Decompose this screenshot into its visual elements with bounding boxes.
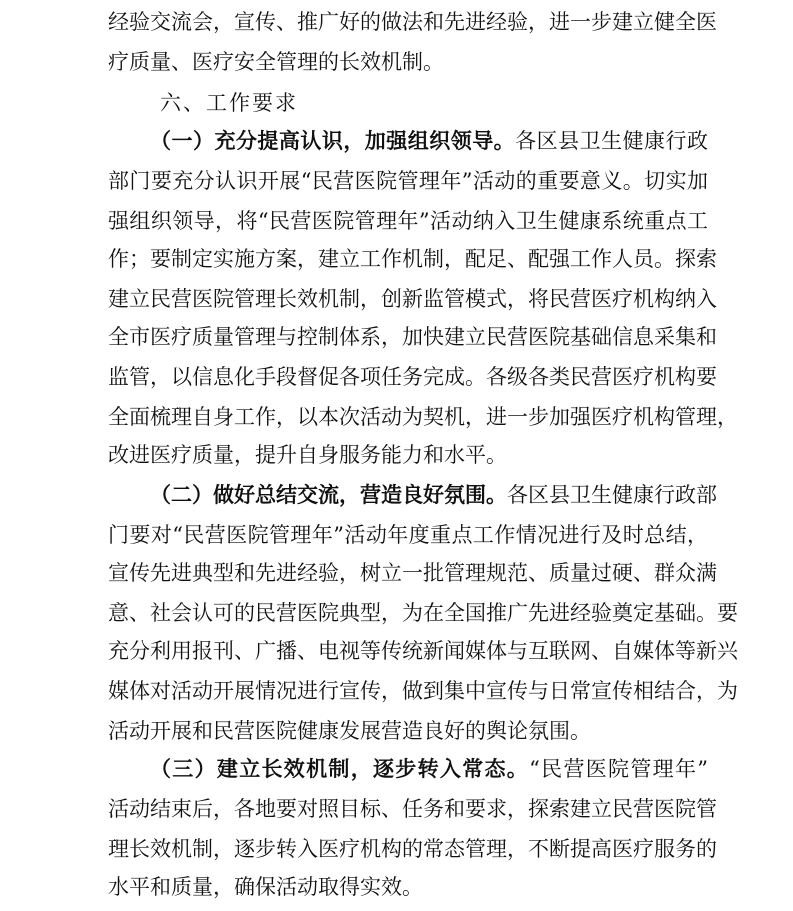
paragraph-line: 监管，以信息化手段督促各项任务完成。各级各类民营医疗机构要	[108, 365, 717, 389]
item1-heading: （一）充分提高认识，加强组织领导。	[150, 129, 516, 153]
paragraph-line: 经验交流会，宣传、推广好的做法和先进经验，进一步建立健全医	[108, 10, 717, 34]
paragraph-line: 理长效机制，逐步转入医疗机构的常态管理，不断提高医疗服务的	[108, 837, 717, 861]
section-heading: 六、工作要求	[160, 91, 298, 115]
item3-first-line	[150, 754, 708, 784]
paragraph-line: 改进医疗质量，提升自身服务能力和水平。	[108, 443, 507, 467]
paragraph-line: 水平和质量，确保活动取得实效。	[108, 875, 423, 899]
paragraph-line: 意、社会认可的民营医院典型，为在全国推广先进经验奠定基础。要	[108, 601, 738, 625]
paragraph-line: 全面梳理自身工作，以本次活动为契机，进一步加强医疗机构管理，	[108, 405, 738, 429]
paragraph-line: 部门要充分认识开展“民营医院管理年”活动的重要意义。切实加	[108, 169, 708, 193]
paragraph-line: 活动开展和民营医院健康发展营造良好的舆论氛围。	[108, 719, 591, 743]
paragraph-line: 全市医疗质量管理与控制体系，加快建立民营医院基础信息采集和	[108, 325, 717, 349]
paragraph-line: 宣传先进典型和先进经验，树立一批管理规范、质量过硬、群众满	[108, 561, 717, 585]
item1-first-rest: 各区县卫生健康行政	[515, 129, 709, 153]
paragraph-line: 作；要制定实施方案，建立工作机制，配足、配强工作人员。探索	[108, 247, 717, 271]
paragraph-line: 建立民营医院管理长效机制，创新监管模式，将民营医疗机构纳入	[108, 287, 717, 311]
item2-first-rest: 各区县卫生健康行政部	[507, 483, 717, 507]
paragraph-line: 充分利用报刊、广播、电视等传统新闻媒体与互联网、自媒体等新兴	[108, 639, 738, 663]
item3-heading: （三）建立长效机制，逐步转入常态。	[150, 757, 530, 781]
item2-heading: （二）做好总结交流，营造良好氛围。	[150, 483, 507, 507]
item3-first-rest: “民营医院管理年”	[529, 757, 708, 781]
paragraph-line: 活动结束后，各地要对照目标、任务和要求，探索建立民营医院管	[108, 797, 717, 821]
item1-first-line	[150, 126, 708, 156]
paragraph-line: 强组织领导，将“民营医院管理年”活动纳入卫生健康系统重点工	[108, 209, 708, 233]
paragraph-line: 门要对“民营医院管理年”活动年度重点工作情况进行及时总结，	[108, 523, 708, 547]
item2-first-line	[150, 480, 717, 510]
paragraph-line: 媒体对活动开展情况进行宣传，做到集中宣传与日常宣传相结合，为	[108, 679, 738, 703]
paragraph-line: 疗质量、医疗安全管理的长效机制。	[108, 50, 444, 74]
